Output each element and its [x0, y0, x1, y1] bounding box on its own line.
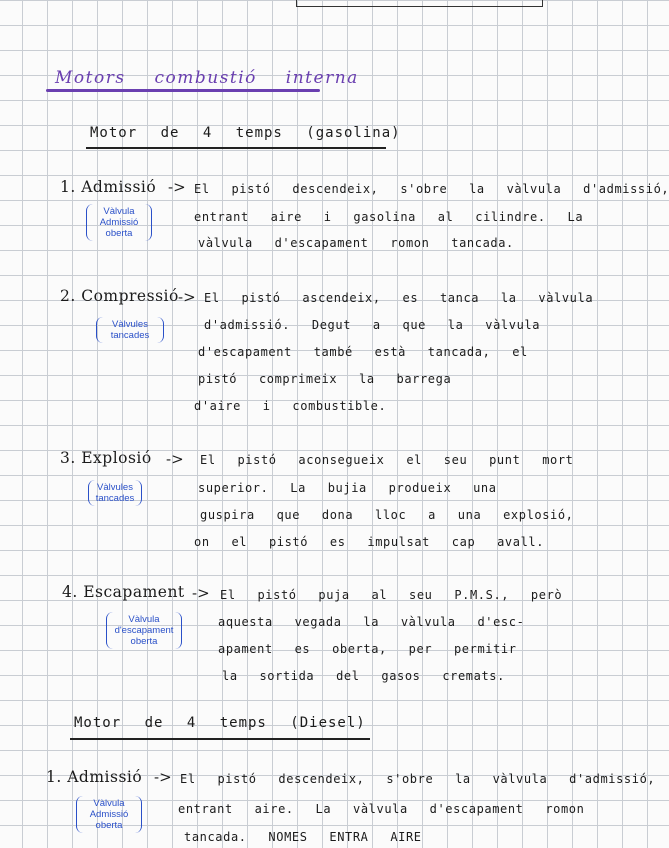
step-label: 1. Admissió: [46, 768, 143, 786]
step-text-line: entrant aire. La vàlvula d'escapament romon: [178, 802, 585, 816]
step-text-line: El pistó ascendeix, es tanca la vàlvula: [204, 291, 594, 305]
step-text-line: la sortida del gasos cremats.: [222, 669, 505, 683]
step-text-line: guspira que dona lloc a una explosió,: [200, 508, 574, 522]
valve-note: Vàlvula Admissió oberta: [86, 204, 152, 241]
section-heading-diesel: Motor de 4 temps (Diesel): [74, 715, 366, 731]
page-title: Motors combustió interna: [55, 68, 359, 88]
top-box: [296, 0, 543, 7]
step-text-line: El pistó descendeix, s'obre la vàlvula d'admissió,: [194, 182, 669, 196]
step-text-line: pistó comprimeix la barrega: [198, 372, 452, 386]
step-text-line: aquesta vegada la vàlvula d'esc-: [218, 615, 525, 629]
valve-note: Vàlvula d'escapament oberta: [106, 612, 182, 649]
valve-note: Vàlvules tancades: [88, 480, 142, 506]
step-label: 1. Admissió: [60, 178, 157, 196]
arrow-icon: ->: [178, 288, 196, 306]
section-heading-underline: [86, 147, 386, 149]
valve-note: Vàlvules tancades: [96, 317, 164, 343]
step-text-line: entrant aire i gasolina al cilindre. La: [194, 210, 584, 224]
step-text-line: on el pistó es impulsat cap avall.: [194, 535, 545, 549]
step-text-line: d'escapament també està tancada, el: [198, 345, 528, 359]
arrow-icon: ->: [168, 178, 186, 196]
arrow-icon: ->: [192, 584, 210, 602]
arrow-icon: ->: [166, 450, 184, 468]
step-label: 2. Compressió: [60, 287, 179, 305]
section-heading-gasolina: Motor de 4 temps (gasolina): [90, 125, 401, 141]
step-text-line: El pistó aconsegueix el seu punt mort: [200, 453, 574, 467]
step-text-line: superior. La bujia produeix una: [198, 481, 497, 495]
step-label: 3. Explosió: [60, 449, 152, 467]
step-text-line: El pistó puja al seu P.M.S., però: [220, 588, 563, 602]
valve-note: Vàlvula Admissió oberta: [76, 796, 142, 833]
step-text-line: d'aire i combustible.: [194, 399, 387, 413]
step-text-line: apament es oberta, per permitir: [218, 642, 517, 656]
step-text-line: tancada. NOMES ENTRA AIRE: [184, 830, 422, 844]
section-heading-underline: [70, 738, 370, 740]
step-text-line: El pistó descendeix, s'obre la vàlvula d'admissió,: [180, 772, 656, 786]
step-label: 4. Escapament: [62, 583, 185, 601]
step-text-line: vàlvula d'escapament romon tancada.: [198, 236, 514, 250]
step-text-line: d'admissió. Degut a que la vàlvula: [204, 318, 541, 332]
arrow-icon: ->: [154, 768, 172, 786]
title-underline: [46, 89, 320, 92]
